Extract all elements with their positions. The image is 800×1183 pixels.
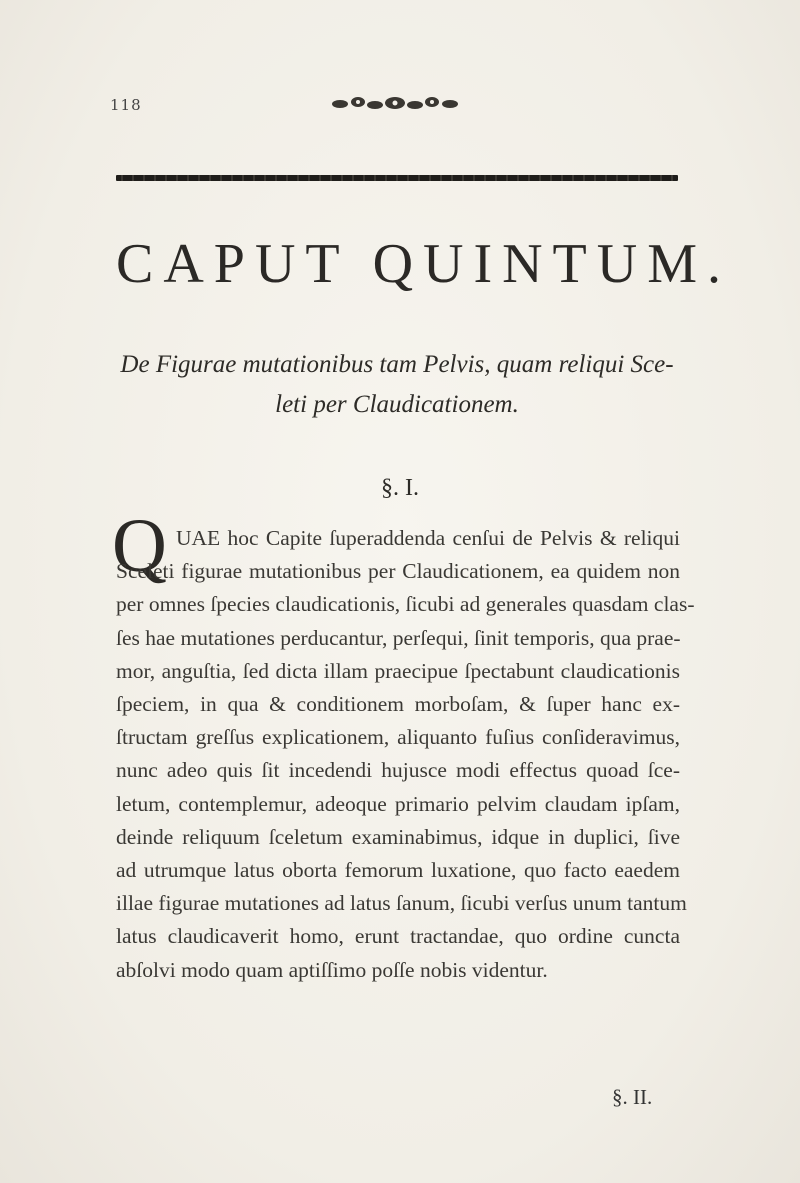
subtitle-line: De Figurae mutationibus tam Pelvis, quam reliqui Sce- xyxy=(120,351,674,378)
section-mark: §. I. xyxy=(381,475,419,501)
subtitle-line: leti per Claudicationem. xyxy=(275,391,519,418)
chapter-subtitle xyxy=(116,345,678,425)
text-line: ſpeciem, in qua & conditionem morboſam, & ſuper hanc ex- xyxy=(116,692,680,717)
text-line: UAE hoc Capite ſuperaddenda cenſui de Pelvis & reliqui xyxy=(176,526,680,550)
text-line: mor, anguſtia, ſed dicta illam praecipue ſpectabunt claudicationis xyxy=(116,658,680,683)
fleuron-ornament-icon xyxy=(330,93,460,115)
text-line: Sceleti figurae mutationibus per Claudicationem, ea quidem non xyxy=(116,559,680,584)
text-line: illae figurae mutationes ad latus ſanum, ſicubi verſus unum tantum xyxy=(116,891,687,916)
catchword: §. II. xyxy=(612,1085,653,1109)
text-line: ſtructam greſſus explicationem, aliquanto fuſius conſideravimus, xyxy=(116,725,680,750)
text-line: per omnes ſpecies claudicationis, ſicubi ad generales quasdam clas- xyxy=(116,592,695,617)
text-line: ad utrumque latus oborta femorum luxatione, quo facto eaedem xyxy=(116,858,680,883)
text-line: deinde reliquum ſceletum examinabimus, idque in duplici, ſive xyxy=(116,824,680,849)
text-line: letum, contemplemur, adeoque primario pelvim claudam ipſam, xyxy=(116,791,680,816)
header-rule xyxy=(116,175,678,181)
text-line: abſolvi modo quam aptiſſimo poſſe nobis videntur. xyxy=(116,957,548,982)
text-line: ſes hae mutationes perducantur, perſequi, ſinit temporis, qua prae- xyxy=(116,625,681,650)
text-line: latus claudicaverit homo, erunt tractandae, quo ordine cuncta xyxy=(116,924,680,949)
body-paragraph xyxy=(116,522,695,987)
text-line: nunc adeo quis ſit incedendi hujusce modi effectus quoad ſce- xyxy=(116,758,680,783)
page-number: 118 xyxy=(110,96,142,114)
chapter-title: CAPUT QUINTUM. xyxy=(116,233,731,295)
drop-cap: Q xyxy=(112,504,167,588)
